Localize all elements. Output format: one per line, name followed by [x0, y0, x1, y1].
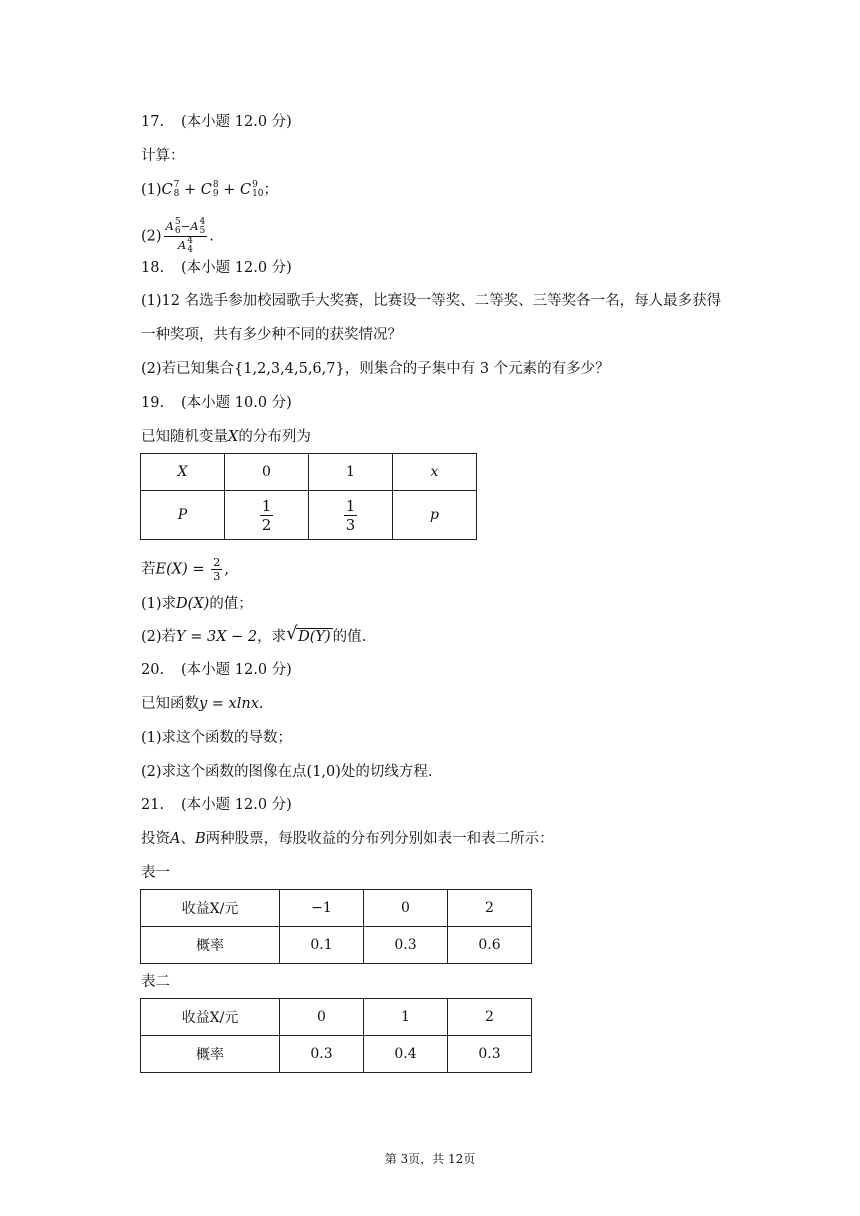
q21-intro-sep: 、 — [180, 831, 195, 847]
table-cell: 0.3 — [448, 1036, 532, 1073]
q18-number: 18. — [141, 260, 165, 276]
table-cell: 0 — [364, 890, 448, 927]
q19-part2-post: 的值. — [332, 629, 367, 645]
q17-part2-tail: . — [209, 228, 214, 245]
q21-intro-a: A — [170, 831, 181, 847]
q17-intro: 计算： — [141, 148, 185, 164]
q19-part1-post: 的值； — [209, 596, 253, 612]
q20-heading — [141, 660, 292, 680]
q21-heading — [141, 795, 292, 815]
q19-table-row-values — [141, 454, 477, 491]
q18-heading — [141, 258, 292, 278]
table-cell: P — [141, 491, 225, 540]
q18-score-tag: (本小题 12.0 分) — [181, 260, 292, 276]
q18-part1-line2: 一种奖项，共有多少种不同的获奖情况？ — [141, 327, 402, 343]
table-cell: 0 — [280, 999, 364, 1036]
q20-part2 — [141, 762, 433, 782]
q21-table1-row-probabilities — [141, 927, 532, 964]
q19-part1-math: D(X) — [176, 596, 210, 612]
q19-sqrt-body: D(Y) — [298, 629, 331, 645]
q19-distribution-table — [140, 453, 477, 540]
q21-table2-row-returns — [141, 999, 532, 1036]
table-cell: 收益X/元 — [141, 999, 280, 1036]
q20-score-tag: (本小题 12.0 分) — [181, 662, 292, 678]
q17-heading — [141, 112, 292, 132]
table-cell: 0.3 — [280, 1036, 364, 1073]
q19-condition — [141, 556, 229, 583]
fraction-third — [344, 497, 358, 534]
q19-part2-mid: ，求 — [257, 629, 287, 645]
q19-table-row-probabilities — [141, 491, 477, 540]
q21-number: 21. — [141, 797, 165, 813]
table-cell: 概率 — [141, 927, 280, 964]
q21-intro-post: 两种股票，每股收益的分布列分别如表一和表二所示： — [205, 831, 554, 847]
table-cell — [225, 491, 309, 540]
q17-score-tag: (本小题 12.0 分) — [181, 114, 292, 130]
q20-number: 20. — [141, 662, 165, 678]
q17-part1-label: (1) — [141, 182, 162, 198]
q21-intro-pre: 投资 — [141, 831, 170, 847]
page-footer: 第 3页，共 12页 — [384, 1152, 476, 1166]
q19-part2-math: Y = 3X − 2 — [176, 629, 258, 645]
table-cell: 收益X/元 — [141, 890, 280, 927]
fraction-denominator: 3 — [345, 515, 356, 534]
table-cell: 概率 — [141, 1036, 280, 1073]
table-cell: 1 — [364, 999, 448, 1036]
table-cell: 0.3 — [364, 927, 448, 964]
fraction-denominator: 2 — [261, 515, 272, 534]
q19-intro-post: 的分布列为 — [238, 429, 311, 445]
table-cell: 0.1 — [280, 927, 364, 964]
q19-number: 19. — [141, 395, 165, 411]
q21-table2-title: 表二 — [141, 974, 170, 990]
q19-cond-fraction — [211, 556, 222, 583]
table-cell: 0 — [225, 454, 309, 491]
q17-part2-label: (2) — [141, 228, 162, 245]
q19-cond-pre: 若 — [141, 561, 156, 578]
q19-part1-pre: (1)求 — [141, 596, 177, 612]
q17-part2 — [141, 218, 214, 255]
fraction-numerator: 1 — [261, 496, 272, 515]
table-cell — [309, 491, 393, 540]
q19-part1 — [141, 594, 253, 614]
fraction-numerator: 2 — [213, 555, 221, 569]
q17-part2-fraction: A 5 6 −A 4 5 A 4 4 — [165, 217, 206, 255]
q19-heading — [141, 393, 292, 413]
fraction-denominator: 3 — [213, 569, 221, 583]
table-cell: 0.6 — [448, 927, 532, 964]
q20-intro — [141, 694, 264, 714]
q19-score-tag: (本小题 10.0 分) — [181, 395, 292, 411]
table-cell: x — [393, 454, 477, 491]
q18-part2: (2)若已知集合{1,2,3,4,5,6,7}，则集合的子集中有 3 个元素的有多少？ — [141, 361, 610, 377]
q19-part2 — [141, 623, 367, 647]
table-cell: 2 — [448, 999, 532, 1036]
q21-intro — [141, 829, 554, 849]
q17-number: 17. — [141, 114, 165, 130]
table-cell: 1 — [309, 454, 393, 491]
q20-part1: (1)求这个函数的导数； — [141, 730, 293, 746]
q19-intro-pre: 已知随机变量 — [141, 429, 228, 445]
q20-part2-pre: (2)求这个函数的图像在点 — [141, 764, 307, 780]
table-cell: p — [393, 491, 477, 540]
q21-table2-row-probabilities — [141, 1036, 532, 1073]
q20-intro-pre: 已知函数 — [141, 696, 199, 712]
q20-part2-post: 处的切线方程. — [340, 764, 433, 780]
q20-part2-point: (1,0) — [306, 764, 341, 780]
q19-part2-pre: (2)若 — [141, 629, 177, 645]
q21-intro-b: B — [194, 831, 206, 847]
table-cell: 0.4 — [364, 1036, 448, 1073]
q17-part1 — [141, 180, 278, 200]
q21-table1 — [140, 889, 532, 964]
q19-intro — [141, 427, 311, 447]
q17-part1-tail: ； — [263, 182, 279, 198]
q21-table2 — [140, 998, 532, 1073]
q19-cond-math: E(X) = — [155, 561, 210, 578]
q18-part1-line1: (1)12 名选手参加校园歌手大奖赛，比赛设一等奖、二等奖、三等奖各一名，每人最多获得 — [141, 293, 722, 309]
q20-intro-math: y = xlnx — [199, 696, 259, 712]
fraction-numerator: 1 — [345, 496, 356, 515]
table-cell: X — [141, 454, 225, 491]
q21-table1-row-returns — [141, 890, 532, 927]
q20-intro-post: . — [258, 696, 264, 712]
q21-table1-title: 表一 — [141, 865, 170, 881]
q21-score-tag: (本小题 12.0 分) — [181, 797, 292, 813]
fraction-half — [260, 497, 274, 534]
q17-part1-formula: C 7 8 + C 8 9 + C 9 10 — [161, 180, 264, 199]
q19-cond-tail: , — [224, 561, 230, 578]
q19-sqrt: √ D(Y) — [286, 623, 331, 645]
table-cell: 2 — [448, 890, 532, 927]
q19-intro-var: X — [228, 429, 239, 445]
table-cell: −1 — [280, 890, 364, 927]
